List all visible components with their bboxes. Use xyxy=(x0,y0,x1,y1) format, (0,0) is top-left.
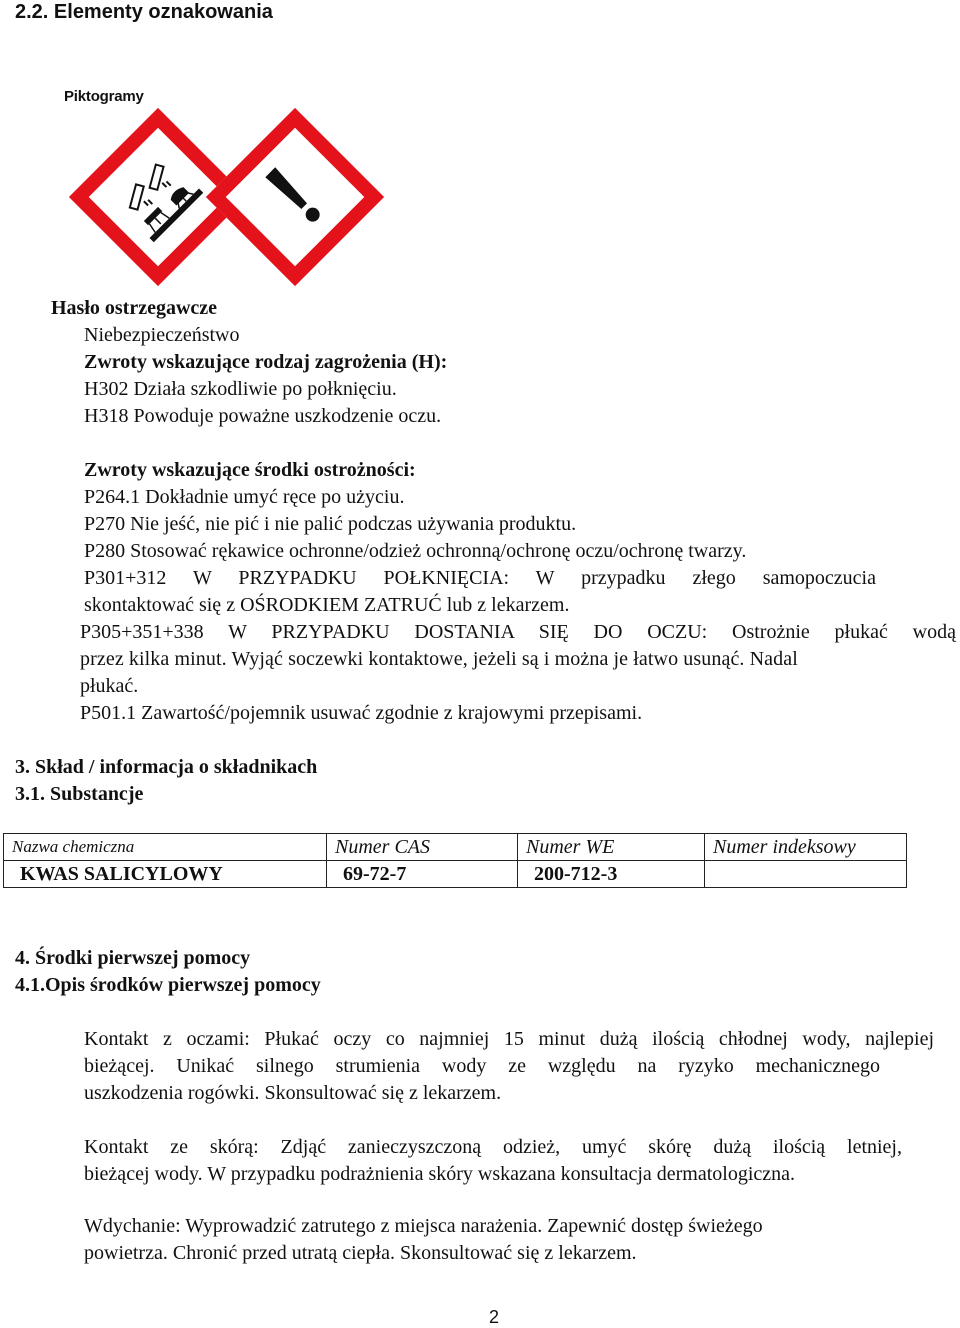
first-aid-eyes-line2: bieżącej. Unikać silnego strumienia wody ze względu na ryzyko mechanicznego xyxy=(84,1055,880,1077)
pictograms-label: Piktogramy xyxy=(64,88,144,105)
signal-heading: Hasło ostrzegawcze xyxy=(51,297,218,319)
precaution-heading: Zwroty wskazujące środki ostrożności: xyxy=(84,459,416,481)
precaution-p305-line2: przez kilka minut. Wyjąć soczewki kontaktowe, jeżeli są i można je łatwo usunąć. Nadal xyxy=(80,648,798,670)
first-aid-inhalation-line2: powietrza. Chronić przed utratą ciepła. Skonsultować się z lekarzem. xyxy=(84,1242,637,1264)
section-3-title: 3. Skład / informacja o składnikach xyxy=(15,756,318,778)
signal-word: Niebezpieczeństwo xyxy=(84,324,240,346)
substances-table xyxy=(3,833,907,888)
precaution-p501: P501.1 Zawartość/pojemnik usuwać zgodnie z krajowymi przepisami. xyxy=(80,702,643,724)
precaution-p301-line2: skontaktować się z OŚRODKIEM ZATRUĆ lub z lekarzem. xyxy=(84,594,570,616)
table-header-cell: Nazwa chemiczna xyxy=(4,834,327,861)
first-aid-skin-line1: Kontakt ze skórą: Zdjąć zanieczyszczoną odzież, umyć skórę dużą ilością letniej, xyxy=(84,1136,902,1158)
section-3-1-title: 3.1. Substancje xyxy=(15,783,144,805)
hazard-statement: H302 Działa szkodliwie po połknięciu. xyxy=(84,378,397,400)
table-header-cell: Numer indeksowy xyxy=(705,834,907,861)
first-aid-eyes-line3: uszkodzenia rogówki. Skonsultować się z lekarzem. xyxy=(84,1082,502,1104)
page-number: 2 xyxy=(489,1307,500,1327)
section-2-2-title: 2.2. Elementy oznakowania xyxy=(15,1,273,23)
corrosion-icon xyxy=(109,148,207,246)
exclamation-mark-icon xyxy=(246,148,344,246)
table-header-cell: Numer WE xyxy=(518,834,705,861)
table-header-cell: Numer CAS xyxy=(327,834,518,861)
precaution-p264: P264.1 Dokładnie umyć ręce po użyciu. xyxy=(84,486,405,508)
precaution-p280: P280 Stosować rękawice ochronne/odzież ochronną/ochronę oczu/ochronę twarzy. xyxy=(84,540,747,562)
table-cell: KWAS SALICYLOWY xyxy=(4,861,327,888)
precaution-p305-line1: P305+351+338 W PRZYPADKU DOSTANIA SIĘ DO OCZU: Ostrożnie płukać wodą xyxy=(80,621,956,643)
precaution-p270: P270 Nie jeść, nie pić i nie palić podczas używania produktu. xyxy=(84,513,577,535)
section-4-title: 4. Środki pierwszej pomocy xyxy=(15,947,251,969)
table-cell xyxy=(705,861,907,888)
table-cell: 69-72-7 xyxy=(327,861,518,888)
table-header-row xyxy=(4,834,907,861)
first-aid-skin-line2: bieżącej wody. W przypadku podrażnienia skóry wskazana konsultacja dermatologiczna. xyxy=(84,1163,796,1185)
hazard-statement: H318 Powoduje poważne uszkodzenie oczu. xyxy=(84,405,442,427)
first-aid-inhalation-line1: Wdychanie: Wyprowadzić zatrutego z miejsca narażenia. Zapewnić dostęp świeżego xyxy=(84,1215,763,1237)
precaution-p305-line3: płukać. xyxy=(80,675,139,697)
section-4-1-title: 4.1.Opis środków pierwszej pomocy xyxy=(15,974,321,996)
hazard-heading: Zwroty wskazujące rodzaj zagrożenia (H): xyxy=(84,351,448,373)
table-cell: 200-712-3 xyxy=(518,861,705,888)
precaution-p301-line1: P301+312 W PRZYPADKU POŁKNIĘCIA: W przypadku złego samopoczucia xyxy=(84,567,876,589)
first-aid-eyes-line1: Kontakt z oczami: Płukać oczy co najmniej 15 minut dużą ilością chłodnej wody, najlepiej xyxy=(84,1028,934,1050)
exclamation-pictogram xyxy=(206,108,384,286)
table-row xyxy=(4,861,907,888)
